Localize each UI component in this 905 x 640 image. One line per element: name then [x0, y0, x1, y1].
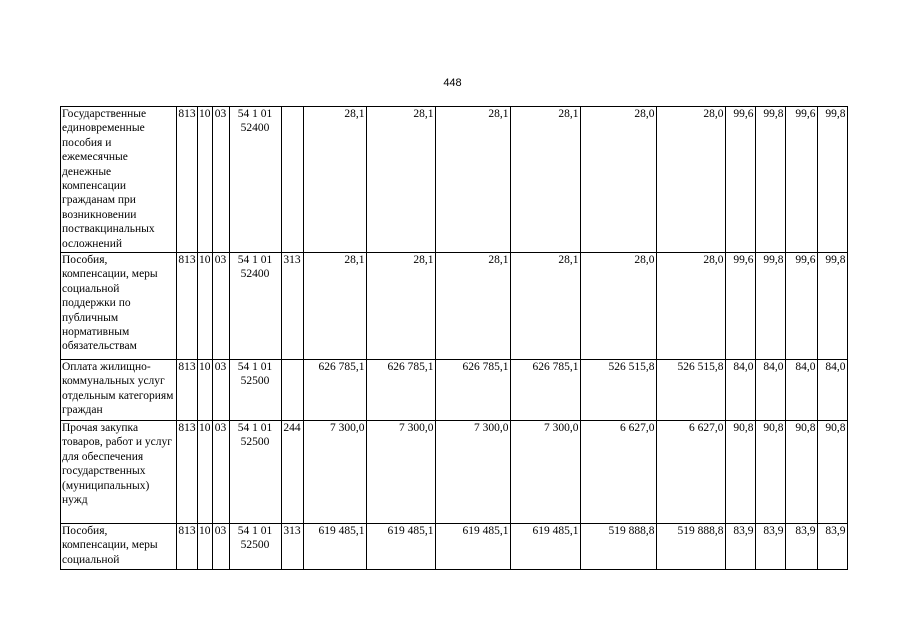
- target-article-code-part2: 52500: [240, 375, 270, 388]
- percent-cell: 90,8: [725, 421, 755, 524]
- section-code: 10: [198, 421, 213, 524]
- expense-type-code: [281, 107, 303, 253]
- amount-cell: 619 485,1: [303, 524, 366, 570]
- percent-cell: 84,0: [785, 360, 817, 421]
- expense-type-code: 313: [281, 524, 303, 570]
- percent-cell: 84,0: [755, 360, 785, 421]
- amount-cell: 28,1: [510, 107, 580, 253]
- percent-cell: 99,8: [755, 107, 785, 253]
- budget-table: [60, 106, 848, 570]
- amount-cell: 28,0: [656, 253, 725, 360]
- amount-cell: 28,1: [366, 107, 435, 253]
- amount-cell: 619 485,1: [510, 524, 580, 570]
- percent-cell: 84,0: [725, 360, 755, 421]
- section-code: 10: [198, 524, 213, 570]
- subsection-code: 03: [212, 253, 229, 360]
- grbs-code: 813: [177, 421, 198, 524]
- percent-cell: 83,9: [785, 524, 817, 570]
- percent-cell: 99,8: [755, 253, 785, 360]
- target-article-code: [229, 421, 281, 524]
- amount-cell: 626 785,1: [510, 360, 580, 421]
- section-code: 10: [198, 107, 213, 253]
- grbs-code: 813: [177, 107, 198, 253]
- target-article-code-part2: 52400: [240, 268, 270, 281]
- amount-cell: 526 515,8: [580, 360, 656, 421]
- amount-cell: 626 785,1: [435, 360, 510, 421]
- percent-cell: 99,6: [785, 107, 817, 253]
- amount-cell: 7 300,0: [366, 421, 435, 524]
- amount-cell: 28,1: [510, 253, 580, 360]
- expense-type-code: 313: [281, 253, 303, 360]
- amount-cell: 7 300,0: [303, 421, 366, 524]
- amount-cell: 7 300,0: [510, 421, 580, 524]
- expense-type-code: [281, 360, 303, 421]
- target-article-code-part1: 54 1 01: [237, 108, 273, 120]
- amount-cell: 7 300,0: [435, 421, 510, 524]
- percent-cell: 99,6: [725, 107, 755, 253]
- amount-cell: 619 485,1: [435, 524, 510, 570]
- table-row: [61, 524, 848, 570]
- subsection-code: 03: [212, 360, 229, 421]
- amount-cell: 6 627,0: [580, 421, 656, 524]
- row-name: Прочая закупка товаров, работ и услуг для обеспечения государственных (муниципальных) нужд: [61, 421, 177, 524]
- grbs-code: 813: [177, 360, 198, 421]
- percent-cell: 83,9: [817, 524, 847, 570]
- subsection-code: 03: [212, 524, 229, 570]
- percent-cell: 99,8: [817, 253, 847, 360]
- amount-cell: 626 785,1: [303, 360, 366, 421]
- page-number: 448: [443, 77, 462, 89]
- row-name: Пособия, компенсации, меры социальной: [61, 524, 177, 570]
- percent-cell: 90,8: [817, 421, 847, 524]
- target-article-code: [229, 253, 281, 360]
- row-name: Государственные единовременные пособия и ежемесячные денежные компенсации гражданам при возникновении поствакцинальных осложнений: [61, 107, 177, 253]
- percent-cell: 99,8: [817, 107, 847, 253]
- percent-cell: 99,6: [785, 253, 817, 360]
- amount-cell: 28,1: [366, 253, 435, 360]
- percent-cell: 83,9: [755, 524, 785, 570]
- amount-cell: 526 515,8: [656, 360, 725, 421]
- amount-cell: 28,1: [303, 253, 366, 360]
- amount-cell: 6 627,0: [656, 421, 725, 524]
- target-article-code-part2: 52500: [240, 436, 270, 449]
- amount-cell: 28,0: [580, 107, 656, 253]
- target-article-code-part1: 54 1 01: [237, 525, 273, 537]
- amount-cell: 28,1: [435, 253, 510, 360]
- subsection-code: 03: [212, 421, 229, 524]
- amount-cell: 519 888,8: [656, 524, 725, 570]
- amount-cell: 519 888,8: [580, 524, 656, 570]
- table-row: [61, 107, 848, 253]
- target-article-code-part1: 54 1 01: [237, 361, 273, 373]
- percent-cell: 90,8: [755, 421, 785, 524]
- grbs-code: 813: [177, 524, 198, 570]
- target-article-code-part2: 52500: [240, 539, 270, 552]
- target-article-code: [229, 107, 281, 253]
- amount-cell: 28,1: [303, 107, 366, 253]
- amount-cell: 619 485,1: [366, 524, 435, 570]
- target-article-code-part2: 52400: [240, 122, 270, 135]
- table-row: [61, 360, 848, 421]
- amount-cell: 28,1: [435, 107, 510, 253]
- target-article-code: [229, 360, 281, 421]
- section-code: 10: [198, 360, 213, 421]
- amount-cell: 28,0: [580, 253, 656, 360]
- target-article-code-part1: 54 1 01: [237, 422, 273, 434]
- target-article-code-part1: 54 1 01: [237, 254, 273, 266]
- row-name: Пособия, компенсации, меры социальной поддержки по публичным нормативным обязательствам: [61, 253, 177, 360]
- percent-cell: 83,9: [725, 524, 755, 570]
- amount-cell: 626 785,1: [366, 360, 435, 421]
- grbs-code: 813: [177, 253, 198, 360]
- table-row: [61, 421, 848, 524]
- percent-cell: 99,6: [725, 253, 755, 360]
- expense-type-code: 244: [281, 421, 303, 524]
- table-row: [61, 253, 848, 360]
- section-code: 10: [198, 253, 213, 360]
- percent-cell: 90,8: [785, 421, 817, 524]
- row-name: Оплата жилищно-коммунальных услуг отдельным категориям граждан: [61, 360, 177, 421]
- subsection-code: 03: [212, 107, 229, 253]
- percent-cell: 84,0: [817, 360, 847, 421]
- target-article-code: [229, 524, 281, 570]
- amount-cell: 28,0: [656, 107, 725, 253]
